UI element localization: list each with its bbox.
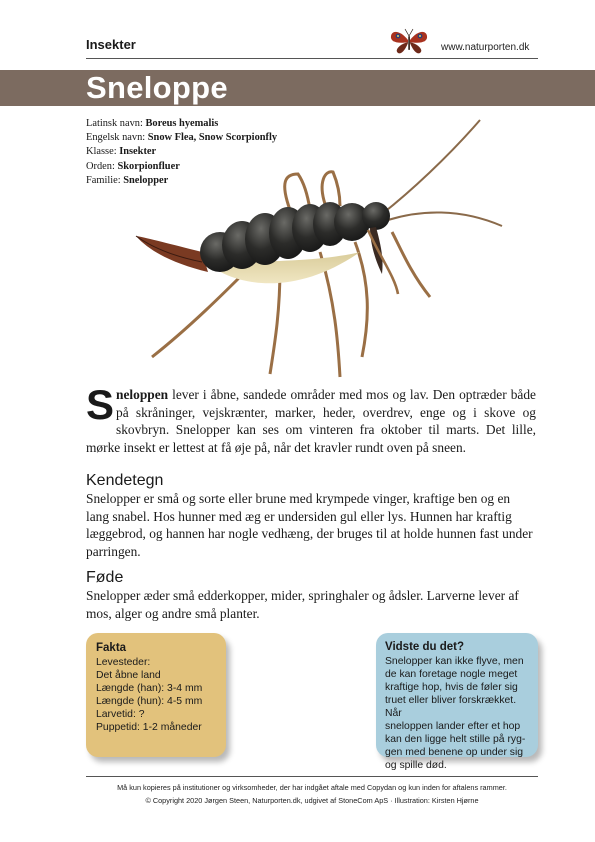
heading-kendetegn: Kendetegn xyxy=(86,472,164,489)
heading-fode: Føde xyxy=(86,569,124,586)
fakta-title: Fakta xyxy=(96,642,127,654)
vidste-line: gen med benene op under sig xyxy=(385,747,524,758)
class-value: Insekter xyxy=(119,146,157,158)
header-divider xyxy=(86,58,538,59)
order-value: Skorpionfluer xyxy=(117,160,180,172)
order-row: Orden: Skorpionfluer xyxy=(86,160,180,172)
footer-divider xyxy=(86,776,538,777)
family-value: Snelopper xyxy=(123,174,169,186)
site-url: www.naturporten.dk xyxy=(441,42,530,53)
fakta-line: Længde (han): 3-4 mm xyxy=(96,683,203,694)
vidste-line: kraftige hop, hvis de føler sig xyxy=(385,682,518,693)
vidste-line: og spille død. xyxy=(385,760,447,771)
latin-name: Boreus hyemalis xyxy=(145,118,219,129)
fakta-line: Larvetid: ? xyxy=(96,709,145,720)
vidste-line: sneloppen lander efter et hop xyxy=(385,721,521,732)
butterfly-icon xyxy=(386,26,446,54)
family-row: Familie: Snelopper xyxy=(86,174,169,186)
english-name-row: Engelsk navn: Snow Flea, Snow Scorpionfly xyxy=(86,132,278,144)
fakta-line: Levesteder: xyxy=(96,657,151,668)
paragraph-kendetegn: Snelopper er små og sorte eller brune med krympede vinger, kraftige ben og en lang snabel. Hos hunner med æg er undersiden gul eller lys. Hunnen har kraftig læggebrod, og hannen har nogle vedhæng, der bruges til at holde hunnen fast under parringen. xyxy=(86,491,533,559)
vidste-line: truet eller bliver forskrækket. Når xyxy=(385,695,517,719)
drop-cap: S xyxy=(86,381,115,428)
vidste-title: Vidste du det? xyxy=(385,641,465,653)
intro-lead: neloppen xyxy=(116,387,169,402)
intro-paragraph xyxy=(86,381,536,456)
footer-license: Må kun kopieres på institutioner og virksomheder, der har indgået aftale med Copydan og kun inden for aftalens rammer. xyxy=(117,783,507,792)
class-row: Klasse: Insekter xyxy=(86,146,157,158)
page-title: Sneloppe xyxy=(86,70,228,105)
fakta-line: Længde (hun): 4-5 mm xyxy=(96,696,203,707)
snow-flea-illustration xyxy=(130,112,510,384)
vidste-line: kan den ligge helt stille på ryg- xyxy=(385,734,526,745)
fakta-box xyxy=(86,633,226,757)
intro-text: lever i åbne, sandede områder med mos og lav. Den optræder både på skråninger, vejskrænter, marker, heder, overdrev, enge og i skove og skovbryn. Snelopper kan ses om vinteren fra oktober til marts. Det lille, mørke insekt er lettest at få øje på, når det kravler rundt oven på sneen. xyxy=(86,387,536,455)
vidste-line: de kan foretage nogle meget xyxy=(385,669,518,680)
paragraph-fode: Snelopper æder små edderkopper, mider, springhaler og ådsler. Larverne lever af mos, alger og andre små planter. xyxy=(86,588,519,621)
english-name: Snow Flea, Snow Scorpionfly xyxy=(147,132,278,144)
footer-copyright: © Copyright 2020 Jørgen Steen, Naturporten.dk, udgivet af StoneCom ApS · Illustration: Kirsten Hjørne xyxy=(145,796,479,805)
vidste-line: Snelopper kan ikke flyve, men xyxy=(385,656,524,667)
fakta-line: Det åbne land xyxy=(96,670,161,681)
latin-name-row: Latinsk navn: Boreus hyemalis xyxy=(86,118,219,129)
header-category: Insekter xyxy=(86,37,136,52)
vidste-du-det-box xyxy=(376,633,538,771)
fakta-line: Puppetid: 1-2 måneder xyxy=(96,722,202,733)
